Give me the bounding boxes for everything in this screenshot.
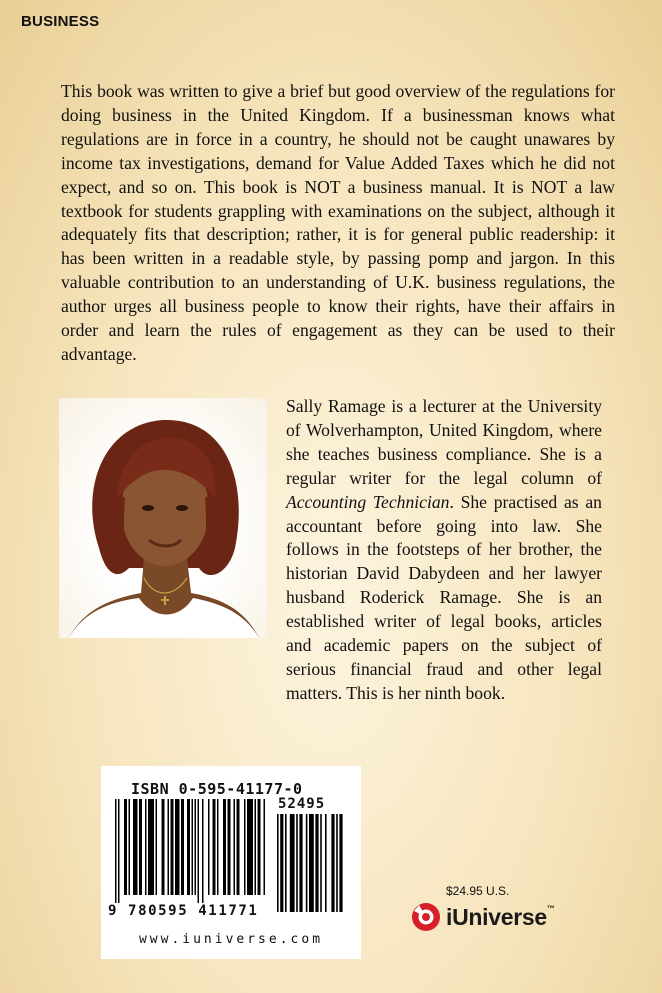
price-barcode-bars	[277, 814, 349, 920]
price-code: 52495	[278, 796, 326, 812]
author-bio	[286, 395, 602, 706]
category-label: BUSINESS	[21, 13, 100, 30]
website-url: www.iuniverse.com	[138, 932, 324, 947]
iuniverse-logo-icon	[410, 901, 442, 933]
publisher-logo	[410, 899, 555, 935]
isbn-number: ISBN 0-595-41177-0	[131, 780, 303, 798]
book-description: This book was written to give a brief but good overview of the regulations for doing business in the United Kingdom. If a businessman knows what regulations are in force in a country, he should not be caught unawares by income tax investigations, demand for Value Added Taxes which he did not expect, and so on. This book is NOT a business manual. It is NOT a law textbook for students grappling with examinations on the subject, although it adequately fits that description; rather, it is for general public readership: it has been written in a readable style, by passing pomp and jargon. In this valuable contribution to an understanding of U.K. business regulations, the author urges all business people to know their rights, have their affairs in order and learn the rules of engagement as they can be used to their advantage.	[61, 81, 615, 364]
isbn-barcode	[101, 766, 361, 959]
author-photo	[59, 398, 267, 638]
price: $24.95 U.S.	[446, 884, 510, 898]
ean-barcode-bars	[115, 799, 269, 903]
publication-title: Accounting Technician	[286, 491, 450, 512]
ean-digits: 9 780595 411771	[108, 903, 259, 919]
publisher-name: iUniverse™	[446, 903, 555, 930]
author-bio-text-1: Sally Ramage is a lecturer at the University of Wolverhampton, United Kingdom, where she teaches business compliance. She is a regular writer for the legal column of	[286, 396, 602, 488]
author-bio-text-2: . She practised as an accountant before going into law. She follows in the footsteps of her brother, the historian David Dabydeen and her lawyer husband Roderick Ramage. She is an established writer of legal books, articles and academic papers on the subject of serious financial fraud and other legal matters. This is her ninth book.	[286, 491, 602, 703]
